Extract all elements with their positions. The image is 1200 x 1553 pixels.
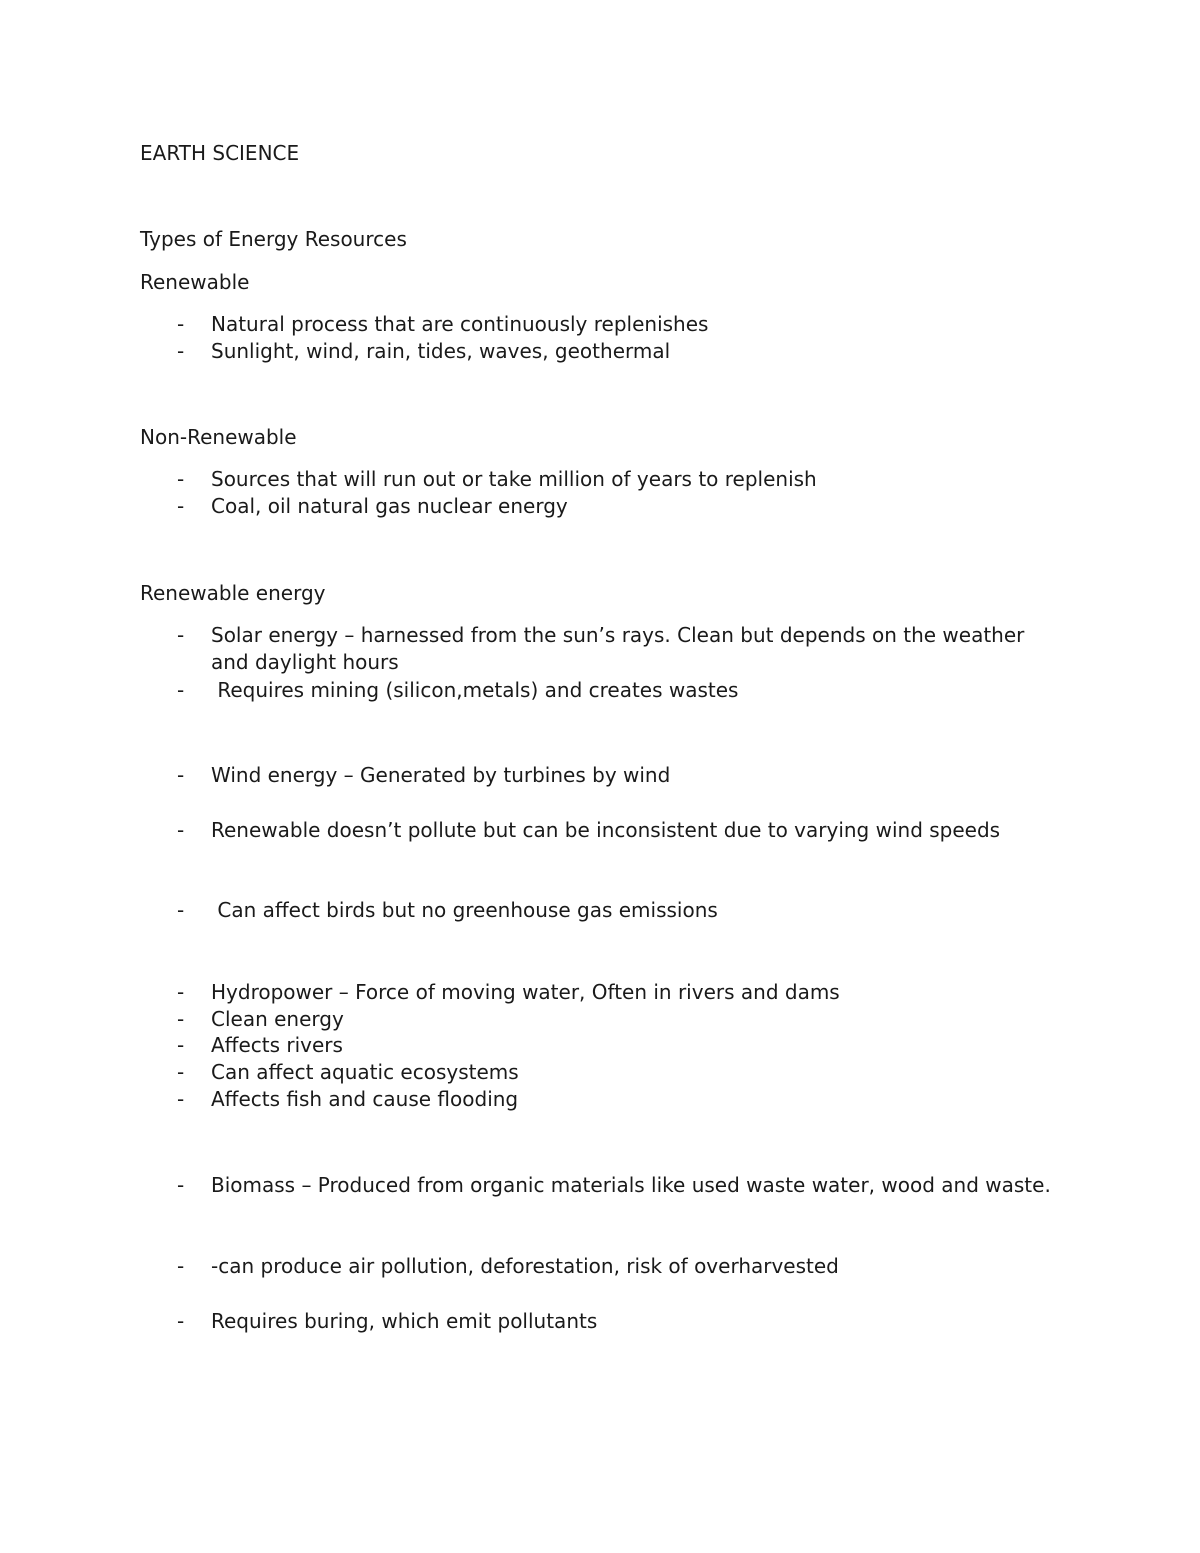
list-item-text: Biomass – Produced from organic materials like used waste water, wood and waste.	[211, 1173, 1051, 1197]
bullet-marker: -	[177, 623, 185, 647]
bullet-marker: -	[177, 1060, 185, 1084]
bullet-marker: -	[177, 494, 185, 518]
bullet-marker: -	[177, 1254, 185, 1278]
bullet-marker: -	[177, 898, 185, 922]
list-item-text: Sources that will run out or take million of years to replenish	[211, 467, 817, 491]
bullet-marker: -	[177, 1309, 185, 1333]
bullet-marker: -	[177, 339, 185, 363]
bullet-marker: -	[177, 818, 185, 842]
list-item-text: Clean energy	[211, 1007, 344, 1031]
list-item-text: Wind energy – Generated by turbines by wind	[211, 763, 671, 787]
list-item-text: Renewable doesn’t pollute but can be inconsistent due to varying wind speeds	[211, 818, 1001, 842]
bullet-marker: -	[177, 980, 185, 1004]
bullet-marker: -	[177, 1087, 185, 1111]
nonrenewable-heading: Non-Renewable	[140, 425, 297, 449]
section-subtitle: Types of Energy Resources	[140, 227, 407, 251]
bullet-marker: -	[177, 1033, 185, 1057]
renewable-energy-heading: Renewable energy	[140, 581, 326, 605]
list-item-text: Affects rivers	[211, 1033, 343, 1057]
list-item-text: Affects fish and cause flooding	[211, 1087, 519, 1111]
bullet-marker: -	[177, 312, 185, 336]
list-item-text: Requires buring, which emit pollutants	[211, 1309, 598, 1333]
list-item-text: Can affect birds but no greenhouse gas emissions	[211, 898, 718, 922]
list-item-text: Sunlight, wind, rain, tides, waves, geothermal	[211, 339, 671, 363]
bullet-marker: -	[177, 467, 185, 491]
bullet-marker: -	[177, 1007, 185, 1031]
renewable-heading: Renewable	[140, 270, 250, 294]
bullet-marker: -	[177, 763, 185, 787]
document-title: EARTH SCIENCE	[140, 141, 300, 165]
list-item-text: -can produce air pollution, deforestation, risk of overharvested	[211, 1254, 839, 1278]
list-item-text: Hydropower – Force of moving water, Often in rivers and dams	[211, 980, 840, 1004]
bullet-marker: -	[177, 678, 185, 702]
list-item-text: Can affect aquatic ecosystems	[211, 1060, 519, 1084]
bullet-marker: -	[177, 1173, 185, 1197]
list-item-text: Solar energy – harnessed from the sun’s rays. Clean but depends on the weather and daylight hours	[211, 623, 1025, 674]
list-item-text: Requires mining (silicon,metals) and creates wastes	[211, 678, 739, 702]
list-item-text: Coal, oil natural gas nuclear energy	[211, 494, 568, 518]
list-item-text: Natural process that are continuously replenishes	[211, 312, 709, 336]
